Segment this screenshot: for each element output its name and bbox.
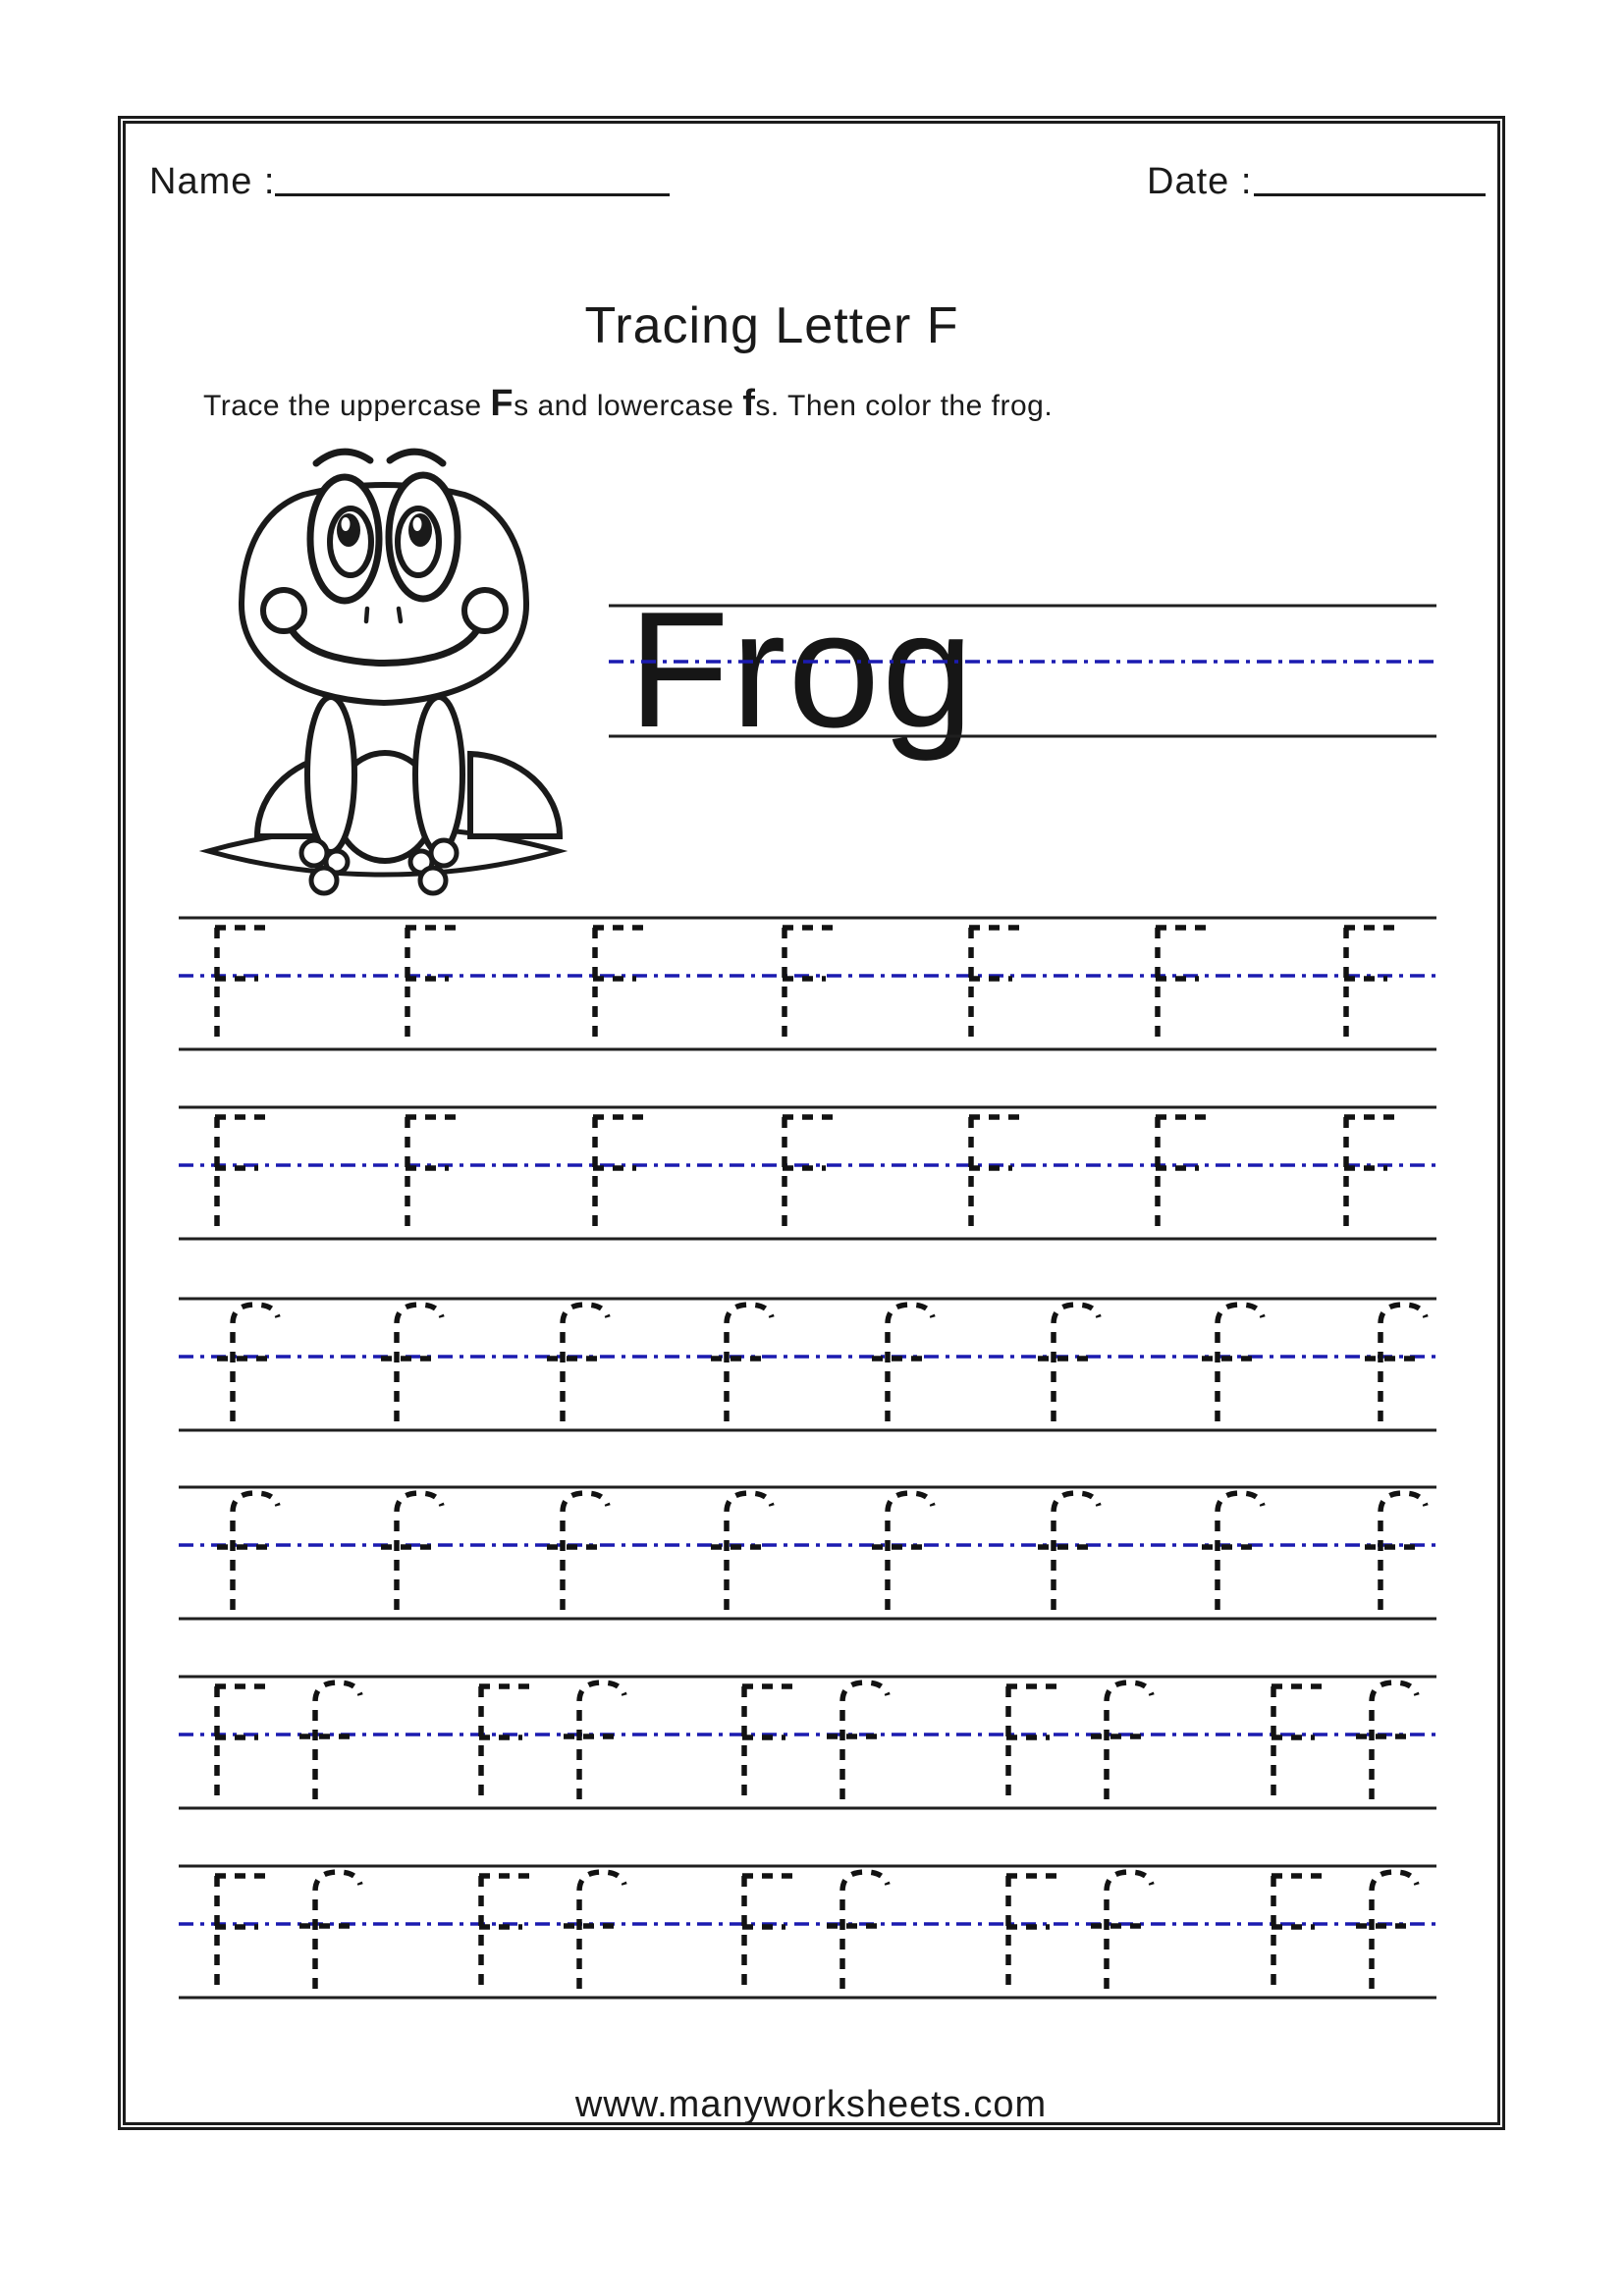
instruction-uppercase-f: F bbox=[490, 383, 514, 424]
frog-front-leg-right bbox=[415, 697, 462, 852]
trace-lowercase-f-stem bbox=[1372, 1872, 1417, 1989]
sample-word-frog: Frog bbox=[628, 577, 976, 762]
frog-front-leg-left bbox=[307, 697, 354, 852]
frog-cheek-right bbox=[464, 590, 506, 631]
trace-lowercase-f-stem bbox=[727, 1493, 772, 1610]
trace-lowercase-f-stem bbox=[1054, 1493, 1099, 1610]
trace-lowercase-f-stem bbox=[233, 1305, 278, 1421]
trace-lowercase-f-stem bbox=[563, 1305, 608, 1421]
footer-url: www.manyworksheets.com bbox=[574, 2084, 1048, 2125]
trace-lowercase-f-stem bbox=[1218, 1493, 1263, 1610]
trace-lowercase-f-stem bbox=[842, 1682, 888, 1799]
trace-lowercase-f-stem bbox=[727, 1305, 772, 1421]
frog-eyebrow-right bbox=[390, 452, 443, 463]
trace-lowercase-f-stem bbox=[397, 1493, 442, 1610]
trace-lowercase-f-stem bbox=[1380, 1305, 1426, 1421]
frog-illustration bbox=[208, 452, 560, 893]
trace-lowercase-f-stem bbox=[579, 1872, 624, 1989]
trace-lowercase-f-stem bbox=[315, 1682, 360, 1799]
trace-lowercase-f-stem bbox=[579, 1682, 624, 1799]
trace-lowercase-f-stem bbox=[315, 1872, 360, 1989]
date-label: Date : bbox=[1147, 161, 1253, 202]
frog-back-leg-right bbox=[470, 754, 560, 836]
trace-lowercase-f-stem bbox=[1380, 1493, 1426, 1610]
trace-lowercase-f-stem bbox=[842, 1872, 888, 1989]
trace-lowercase-f-stem bbox=[888, 1305, 933, 1421]
page-title: Tracing Letter F bbox=[584, 297, 959, 354]
trace-lowercase-f-stem bbox=[397, 1305, 442, 1421]
trace-lowercase-f-stem bbox=[1372, 1682, 1417, 1799]
instruction-part1: Trace the uppercase bbox=[203, 390, 491, 422]
trace-lowercase-f-stem bbox=[563, 1493, 608, 1610]
frog-cheek-left bbox=[263, 590, 304, 631]
trace-lowercase-f-stem bbox=[233, 1493, 278, 1610]
frog-eyebrow-left bbox=[316, 452, 370, 463]
trace-lowercase-f-stem bbox=[1218, 1305, 1263, 1421]
trace-lowercase-f-stem bbox=[1107, 1682, 1152, 1799]
trace-lowercase-f-stem bbox=[1054, 1305, 1099, 1421]
trace-lowercase-f-stem bbox=[1107, 1872, 1152, 1989]
trace-lowercase-f-stem bbox=[888, 1493, 933, 1610]
name-label: Name : bbox=[149, 161, 276, 202]
instruction-part3: s. Then color the frog. bbox=[755, 390, 1054, 422]
instruction-part2: s and lowercase bbox=[514, 390, 743, 422]
instruction-lowercase-f: f bbox=[742, 383, 756, 424]
